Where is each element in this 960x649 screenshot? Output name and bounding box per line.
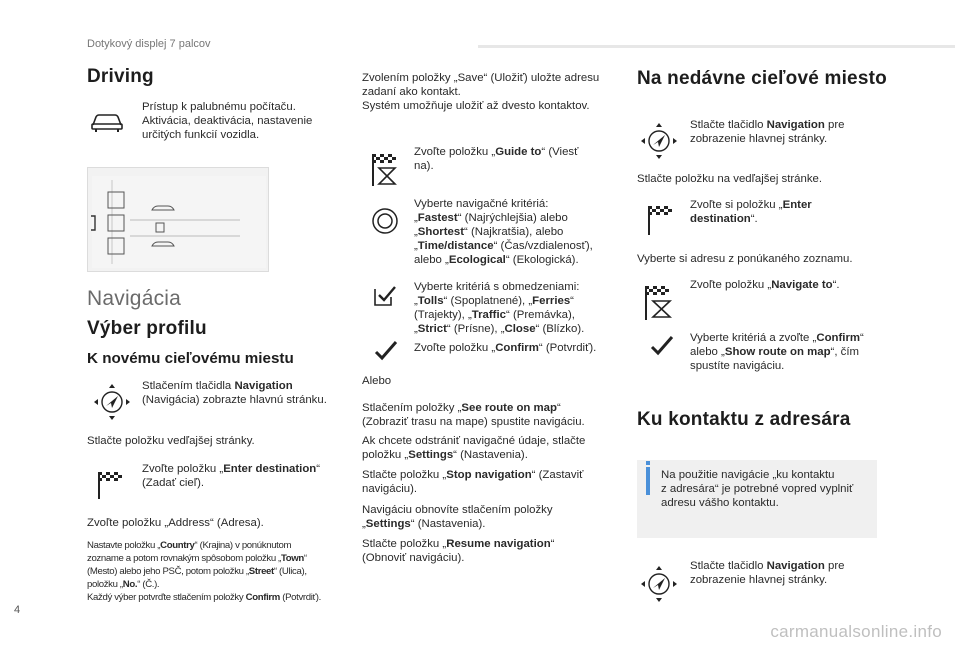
checkmark-icon bbox=[648, 334, 676, 358]
step-secondary-page: Stlačte položku vedľajšej stránky. bbox=[87, 435, 255, 447]
contact-heading: Ku kontaktu z adresára bbox=[637, 409, 851, 430]
navigate-to-flag-icon bbox=[641, 284, 677, 322]
contact-step-navigation: Stlačte tlačidlo Navigation pre zobrazenie hlavnej stránky. bbox=[690, 560, 845, 586]
page-number: 4 bbox=[14, 604, 21, 616]
navigacia-heading: Navigácia bbox=[87, 287, 182, 310]
step-address: Zvoľte položku „Address“ (Adresa). bbox=[87, 517, 264, 529]
step-delete-data: Ak chcete odstrániť navigačné údaje, stlačte položku „Settings“ (Nastavenia). bbox=[362, 435, 586, 461]
guide-to-flag-icon bbox=[369, 152, 401, 188]
navigation-compass-icon bbox=[638, 121, 680, 161]
vyber-profilu-heading: Výber profilu bbox=[87, 318, 207, 339]
recent-step-navigate-to: Zvoľte položku „Navigate to“. bbox=[690, 279, 840, 291]
recent-step-select-address: Vyberte si adresu z ponúkaného zoznamu. bbox=[637, 253, 853, 265]
driving-text: Prístup k palubnému počítaču. Aktivácia, deaktivácia, nastavenie určitých funkcií vozidla. bbox=[142, 101, 313, 141]
recent-step-secondary: Stlačte položku na vedľajšej stránke. bbox=[637, 173, 823, 185]
step-resume-navigation: Stlačte položku „Resume navigation“ (Obnoviť navigáciu). bbox=[362, 538, 555, 564]
step-stop-navigation: Stlačte položku „Stop navigation“ (Zastaviť navigáciu). bbox=[362, 469, 584, 495]
step-confirm: Zvoľte položku „Confirm“ (Potvrdiť). bbox=[414, 342, 597, 354]
save-contact-intro: Zvolením položky „Save“ (Uložiť) uložte adresu zadaní ako kontakt. Systém umožňuje uložiť až dvesto kontaktov. bbox=[362, 72, 600, 112]
destination-flag-icon bbox=[645, 204, 675, 236]
touchscreen-illustration bbox=[87, 167, 269, 272]
navigation-compass-icon bbox=[92, 382, 132, 422]
recent-step-confirm: Vyberte kritériá a zvoľte „Confirm“ alebo „Show route on map“, čím spustíte navigáciu. bbox=[690, 332, 864, 372]
header-divider bbox=[478, 45, 955, 48]
step-guide-to: Zvoľte položku „Guide to“ (Viesť na). bbox=[414, 146, 579, 172]
info-icon-dot bbox=[646, 461, 650, 465]
step-resume-settings: Navigáciu obnovíte stlačením položky „Settings“ (Nastavenia). bbox=[362, 504, 553, 530]
alebo-text: Alebo bbox=[362, 375, 392, 387]
step-enter-destination: Zvoľte položku „Enter destination“ (Zadať cieľ). bbox=[142, 463, 321, 489]
recent-destination-heading: Na nedávne cieľové miesto bbox=[637, 68, 887, 89]
info-text: Na použitie navigácie „ku kontaktu z adresára“ je potrebné vopred vyplniť adresu vášho kontaktu. bbox=[661, 469, 854, 509]
page-header-title: Dotykový displej 7 palcov bbox=[87, 38, 211, 50]
address-note: Nastavte položku „Country“ (Krajina) v ponúknutom zozname a potom rovnakým spôsobom položku „Town“ (Mesto) alebo jeho PSČ, potom položku „Street“ (Ulica), položku „No.“ (Č.). Každý výber potvrďte stlačením položky Confirm (Potvrdiť). bbox=[87, 540, 321, 603]
navigation-compass-icon bbox=[638, 564, 680, 604]
info-icon bbox=[646, 467, 650, 495]
step-navigation-criteria: Vyberte navigačné kritériá: „Fastest“ (Najrýchlejšia) alebo „Shortest“ (Najkratšia), alebo „Time/distance“ (Čas/vzdialenosť), alebo „Ecological“ (Ekologická). bbox=[414, 198, 593, 266]
criteria-target-icon bbox=[370, 206, 400, 236]
checkmark-icon bbox=[373, 339, 399, 363]
step-see-route: Stlačením položky „See route on map“ (Zobraziť trasu na mape) spustite navigáciu. bbox=[362, 402, 585, 428]
destination-flag-icon bbox=[95, 470, 125, 500]
watermark: carmanualsonline.info bbox=[770, 622, 942, 641]
step-restrictions: Vyberte kritériá s obmedzeniami: „Tolls“ (Spoplatnené), „Ferries“ (Trajekty), „Traffic“ (Premávka), „Strict“ (Prísne), „Close“ (Blízko). bbox=[414, 281, 585, 335]
recent-step-enter-destination: Zvoľte si položku „Enter destination“. bbox=[690, 199, 812, 225]
step-navigation-main: Stlačením tlačidla Navigation (Navigácia) zobrazte hlavnú stránku. bbox=[142, 380, 327, 406]
checkbox-checked-icon bbox=[371, 283, 399, 309]
k-novemu-heading: K novému cieľovému miestu bbox=[87, 350, 294, 367]
driving-heading: Driving bbox=[87, 66, 154, 87]
car-icon bbox=[90, 110, 124, 134]
recent-step-navigation: Stlačte tlačidlo Navigation pre zobrazenie hlavnej stránky. bbox=[690, 119, 845, 145]
